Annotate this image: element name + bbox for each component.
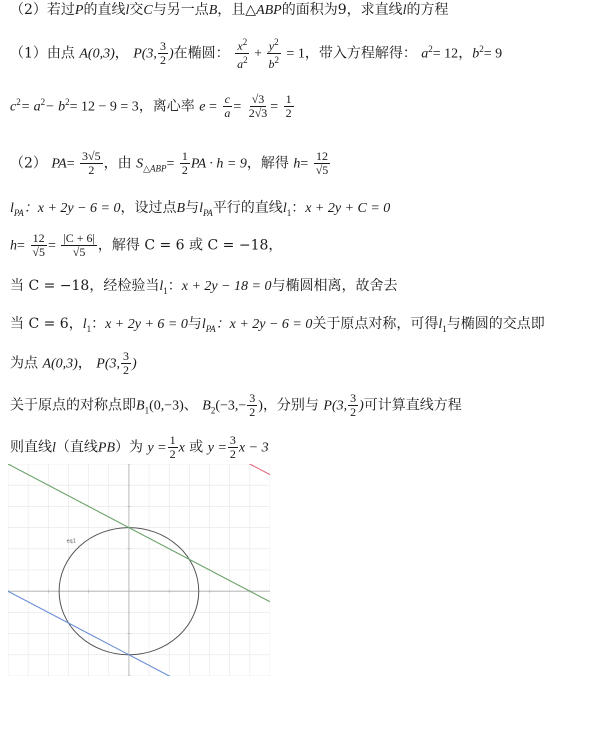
text: ，带入方程解得： [304, 45, 417, 62]
fraction-num: 3√5 [82, 149, 101, 163]
paren: ) [132, 356, 137, 372]
var-c: c [224, 92, 230, 107]
expr: y = [207, 440, 227, 456]
expr: x + 2y + 6 = 0 [105, 317, 188, 332]
expr: x [178, 440, 185, 456]
fraction-num: 1 [285, 92, 292, 107]
text: 与椭圆的交点即 [446, 316, 545, 332]
subscript: 1 [163, 285, 168, 296]
fraction-num: 1 [181, 149, 188, 163]
var-x: x [237, 39, 243, 53]
fraction-den: √5 [32, 245, 45, 259]
exponent: 2 [274, 55, 279, 65]
fraction-c-a [222, 93, 232, 120]
text: ： [167, 278, 182, 294]
var-a: a [421, 46, 429, 62]
expr: ：x + 2y − 6 = 0 [23, 201, 121, 216]
exponent: 2 [428, 43, 433, 54]
paren: ) [168, 46, 174, 62]
line-l: l [282, 201, 287, 216]
text: ，由 [103, 155, 132, 172]
fraction-den: √5 [72, 245, 86, 259]
b-value: = 9 [483, 46, 503, 62]
text: 当 C = −18，经检验当 [10, 278, 160, 294]
var-a: a [237, 57, 244, 71]
fraction-num: √3 [251, 92, 265, 107]
ellipse-label: eq1 [66, 538, 76, 545]
text: 或 [189, 439, 204, 456]
subscript: 1 [286, 207, 292, 218]
fraction-den: 2 [159, 53, 166, 67]
h-line [10, 232, 282, 259]
expr: y = [147, 440, 167, 456]
area-S: S [136, 156, 144, 172]
var-y: y [268, 39, 275, 53]
text: ，解得 C = 6 或 C = −18， [97, 237, 283, 254]
coords: (−3,− [215, 398, 247, 414]
line-l: l [201, 317, 206, 332]
equals: = [208, 99, 217, 115]
fraction-num: 3 [249, 391, 256, 405]
var-a: a [224, 106, 231, 121]
fraction-half [284, 93, 294, 120]
expr: = a [20, 99, 41, 115]
lpa-line [10, 198, 390, 223]
eccentricity-line [10, 92, 295, 120]
fraction-den: 2 [88, 163, 95, 177]
line-l: l [199, 201, 203, 216]
text: 关于原点的对称点即 [10, 397, 136, 414]
separator: ， [458, 45, 473, 62]
text: 交 [129, 2, 144, 18]
line-l: l [82, 317, 87, 332]
expr: x + 2y + C = 0 [305, 201, 391, 216]
exponent: 2 [16, 97, 21, 107]
fraction-x2-a2 [235, 36, 250, 71]
var-h: h [293, 156, 301, 172]
text: 与椭圆相离，故舍去 [271, 278, 398, 294]
line-l: l [10, 201, 14, 216]
text: 的直线 [83, 2, 126, 18]
c-6-line [10, 314, 545, 339]
part1-line: （1）由点 A(0,3)， P(3, $\frac{3}{2}$ )在椭圆： $\frac{x^2}{a^2}$ + $\frac{y^2}{b^2}$ = 1，带入方程解得： $a^2= 12$，$b^2= 9$ [10, 37, 503, 71]
subscript: 1 [442, 323, 447, 334]
expr: x + 2y − 18 = 0 [181, 279, 272, 294]
text: 在椭圆： [173, 45, 230, 62]
subscript: 2 [210, 405, 216, 416]
point-P: P [74, 3, 84, 18]
coords: (0,−3) [149, 398, 184, 414]
fraction-num: 12 [315, 149, 328, 163]
text: 关于原点对称，可得 [312, 316, 439, 332]
line-red [8, 464, 270, 475]
equals: = [66, 156, 75, 172]
question-prefix: （2）若过 [10, 2, 75, 18]
var-e: e [199, 99, 206, 115]
fraction-den: 2 [249, 405, 256, 419]
point-P: P(3, [323, 398, 348, 414]
fraction-num: 3 [123, 349, 130, 363]
graph-figure [8, 464, 270, 676]
text: ）为 [115, 439, 143, 456]
equals: = [270, 99, 279, 115]
text: ： [91, 316, 106, 332]
point-B: B [208, 3, 218, 18]
equals: = [166, 156, 175, 172]
area-subscript: △ABP [143, 163, 167, 174]
fraction-h [314, 150, 331, 177]
fraction-den: 2 [350, 405, 357, 419]
fraction-den: 2 [169, 447, 176, 461]
segment-PB: PB [97, 440, 115, 456]
text: 则直线 [10, 439, 52, 456]
fraction [247, 392, 257, 419]
expr: PA · h = 9 [190, 156, 247, 172]
exponent: 2 [40, 97, 46, 107]
paren: ) [359, 398, 364, 414]
line-l: l [402, 3, 407, 18]
expr: x − 3 [238, 440, 269, 456]
separator: ， [114, 45, 129, 62]
expr: ：x + 2y − 6 = 0 [215, 317, 313, 332]
text: 与 [185, 200, 200, 216]
equals: = [300, 156, 309, 172]
grid [8, 464, 270, 676]
fraction-num: 3 [229, 433, 236, 447]
fraction [168, 434, 178, 461]
point-B1: B [136, 398, 145, 414]
paren: ) [258, 398, 263, 414]
text: 可计算直线方程 [363, 397, 462, 414]
part1-label: （1）由点 [10, 45, 75, 62]
text: 平行的直线 [212, 200, 283, 216]
points-line [10, 350, 137, 377]
text: ，解得 [246, 155, 289, 172]
exponent: 2 [242, 37, 248, 47]
subscript: PA [205, 323, 216, 334]
fraction-den: 2√3 [248, 106, 268, 121]
line-l: l [159, 279, 164, 294]
question-line [10, 0, 449, 21]
exponent: 2 [243, 55, 248, 65]
var-b: b [268, 57, 275, 71]
line-l: l [438, 317, 443, 332]
fraction-den: 2 [229, 447, 236, 461]
fraction [348, 392, 358, 419]
expr: = 12 − 9 = 3 [69, 99, 139, 115]
symmetric-points-line [10, 392, 462, 420]
var-b: b [472, 46, 480, 62]
fraction-num: 1 [169, 433, 176, 447]
var-h: h [10, 238, 17, 254]
subscript: PA [13, 207, 24, 218]
line-l: l [52, 440, 56, 456]
fraction-num: 3 [350, 391, 357, 405]
expr: − b [45, 99, 66, 115]
equals-one: = 1 [286, 46, 305, 62]
graph-svg [8, 464, 270, 676]
point-B2: B [202, 398, 211, 414]
fraction-num: |C + 6| [63, 231, 95, 245]
exponent: 2 [274, 37, 279, 47]
equals: = [17, 238, 25, 254]
text: ，分别与 [262, 397, 319, 414]
fraction-num: 12 [32, 231, 45, 245]
fraction [121, 350, 131, 377]
fraction-sqrt3 [247, 93, 270, 120]
fraction-den: √5 [315, 163, 329, 177]
text: 与另一点 [152, 2, 209, 18]
text: ，且△ [217, 2, 257, 18]
fraction [30, 232, 47, 259]
subscript: PA [202, 207, 213, 218]
exponent: 2 [65, 97, 70, 107]
line-green [8, 464, 270, 602]
fraction-y2-b2 [266, 36, 281, 71]
var-c: c [10, 99, 17, 115]
text: ： [291, 200, 306, 216]
fraction-den: 2 [123, 363, 130, 377]
text: 的方程 [406, 2, 449, 18]
text: 与 [187, 316, 202, 332]
text: 的面积为9，求直线 [281, 2, 403, 18]
subscript: 1 [86, 323, 92, 334]
c-neg18-line [10, 276, 398, 301]
text: ，离心率 [138, 98, 195, 115]
fraction [158, 40, 168, 67]
line-l: l [125, 3, 130, 18]
equals: = [47, 238, 56, 254]
text: 当 C = 6， [10, 316, 83, 332]
fraction [61, 232, 97, 259]
text: ，设过点 [120, 200, 177, 216]
point-P: P(3, [96, 356, 121, 372]
fraction-PA [80, 150, 103, 177]
a-value: = 12 [432, 46, 459, 62]
fraction [228, 434, 238, 461]
fraction-den: 2 [181, 163, 188, 177]
separator: 、 [183, 397, 198, 414]
exponent: 2 [479, 43, 484, 54]
fraction-half [180, 150, 190, 177]
point-A: A(0,3) [79, 46, 115, 62]
curve-C: C [143, 3, 153, 18]
point-P: P(3, [133, 46, 157, 62]
equals: = [233, 99, 242, 115]
triangle-ABP: ABP [256, 3, 282, 18]
segment-PA: PA [51, 156, 67, 172]
separator: ， [77, 355, 92, 372]
fraction-den: 2 [285, 106, 292, 121]
point-B: B [176, 201, 186, 216]
point-A: A(0,3) [42, 356, 78, 372]
text: （直线 [55, 439, 98, 456]
text: 为点 [10, 355, 38, 372]
part2-label: （2） [10, 155, 47, 172]
fraction-num: 3 [159, 39, 166, 53]
part2-line [10, 150, 331, 178]
answer-line [10, 434, 269, 461]
subscript: 1 [144, 405, 150, 416]
